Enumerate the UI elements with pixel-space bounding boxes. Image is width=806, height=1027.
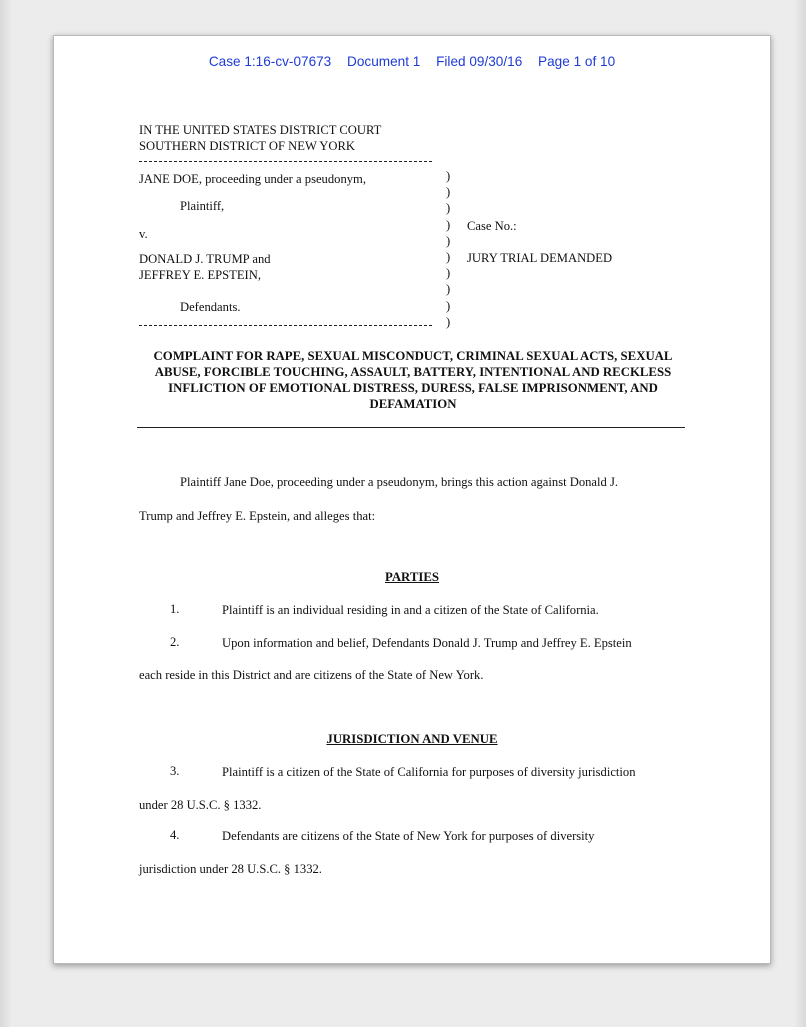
document-number: Document 1 xyxy=(347,54,421,69)
intro-line-1: Plaintiff Jane Doe, proceeding under a pseudonym, brings this action against Donald J. xyxy=(180,475,619,489)
paren: ) xyxy=(446,217,451,232)
intro-line-2: Trump and Jeffrey E. Epstein, and alleges that: xyxy=(139,509,376,523)
case-no-label: Case No.: xyxy=(467,219,517,233)
ecf-header-stamp xyxy=(54,54,770,69)
jury-demand: JURY TRIAL DEMANDED xyxy=(467,251,613,265)
defendant-1: DONALD J. TRUMP and xyxy=(139,252,271,266)
paragraph-3-line-1: Plaintiff is a citizen of the State of California for purposes of diversity jurisdiction xyxy=(222,765,636,779)
paren: ) xyxy=(446,314,451,329)
court-line-1: IN THE UNITED STATES DISTRICT COURT xyxy=(139,123,382,137)
defendant-2: JEFFREY E. EPSTEIN, xyxy=(139,268,261,282)
court-line-2: SOUTHERN DISTRICT OF NEW YORK xyxy=(139,139,355,153)
caption-paren-column xyxy=(446,168,450,330)
paragraph-3-line-2: under 28 U.S.C. § 1332. xyxy=(139,798,262,812)
paren: ) xyxy=(446,169,451,183)
section-heading-jurisdiction: JURISDICTION AND VENUE xyxy=(326,732,498,746)
paragraph-number: 3. xyxy=(170,764,180,778)
versus: v. xyxy=(139,227,148,241)
case-number: Case 1:16-cv-07673 xyxy=(208,54,332,69)
paren: ) xyxy=(446,185,451,200)
filed-date: Filed 09/30/16 xyxy=(436,54,523,69)
complaint-title: COMPLAINT FOR RAPE, SEXUAL MISCONDUCT, CRIMINAL SEXUAL ACTS, SEXUAL ABUSE, FORCIBLE TOUCHING, ASSAULT, BATTERY, INTENTIONAL AND RECKLESS INFLICTION OF EMOTIONAL DISTRESS, DURESS, FALSE IMPRISONMENT, AND DEFAMATION xyxy=(153,349,673,411)
paragraph-2-line-2: each reside in this District and are citizens of the State of New York. xyxy=(139,668,484,682)
paren: ) xyxy=(446,266,451,281)
title-rule xyxy=(137,427,685,428)
document-page xyxy=(53,35,771,964)
plaintiff-name: JANE DOE, proceeding under a pseudonym, xyxy=(139,172,366,186)
plaintiff-role: Plaintiff, xyxy=(180,199,225,213)
paragraph-2-line-1: Upon information and belief, Defendants Donald J. Trump and Jeffrey E. Epstein xyxy=(222,636,632,650)
page-count: Page 1 of 10 xyxy=(538,54,616,69)
paragraph-4-line-2: jurisdiction under 28 U.S.C. § 1332. xyxy=(139,862,322,876)
defendants-role: Defendants. xyxy=(180,300,241,314)
caption-bottom-divider xyxy=(139,325,432,326)
paren: ) xyxy=(446,249,451,264)
paragraph-1-text: Plaintiff is an individual residing in and a citizen of the State of California. xyxy=(222,603,599,617)
paren: ) xyxy=(446,233,451,248)
paragraph-4-line-1: Defendants are citizens of the State of New York for purposes of diversity xyxy=(222,829,595,843)
caption-top-divider xyxy=(139,161,432,162)
paren: ) xyxy=(446,282,451,297)
court-heading xyxy=(139,122,381,154)
paragraph-number: 2. xyxy=(170,635,180,649)
paren: ) xyxy=(446,298,451,313)
paren: ) xyxy=(446,201,451,216)
section-heading-parties: PARTIES xyxy=(384,570,440,584)
paragraph-number: 1. xyxy=(170,602,180,616)
paragraph-number: 4. xyxy=(170,828,180,842)
